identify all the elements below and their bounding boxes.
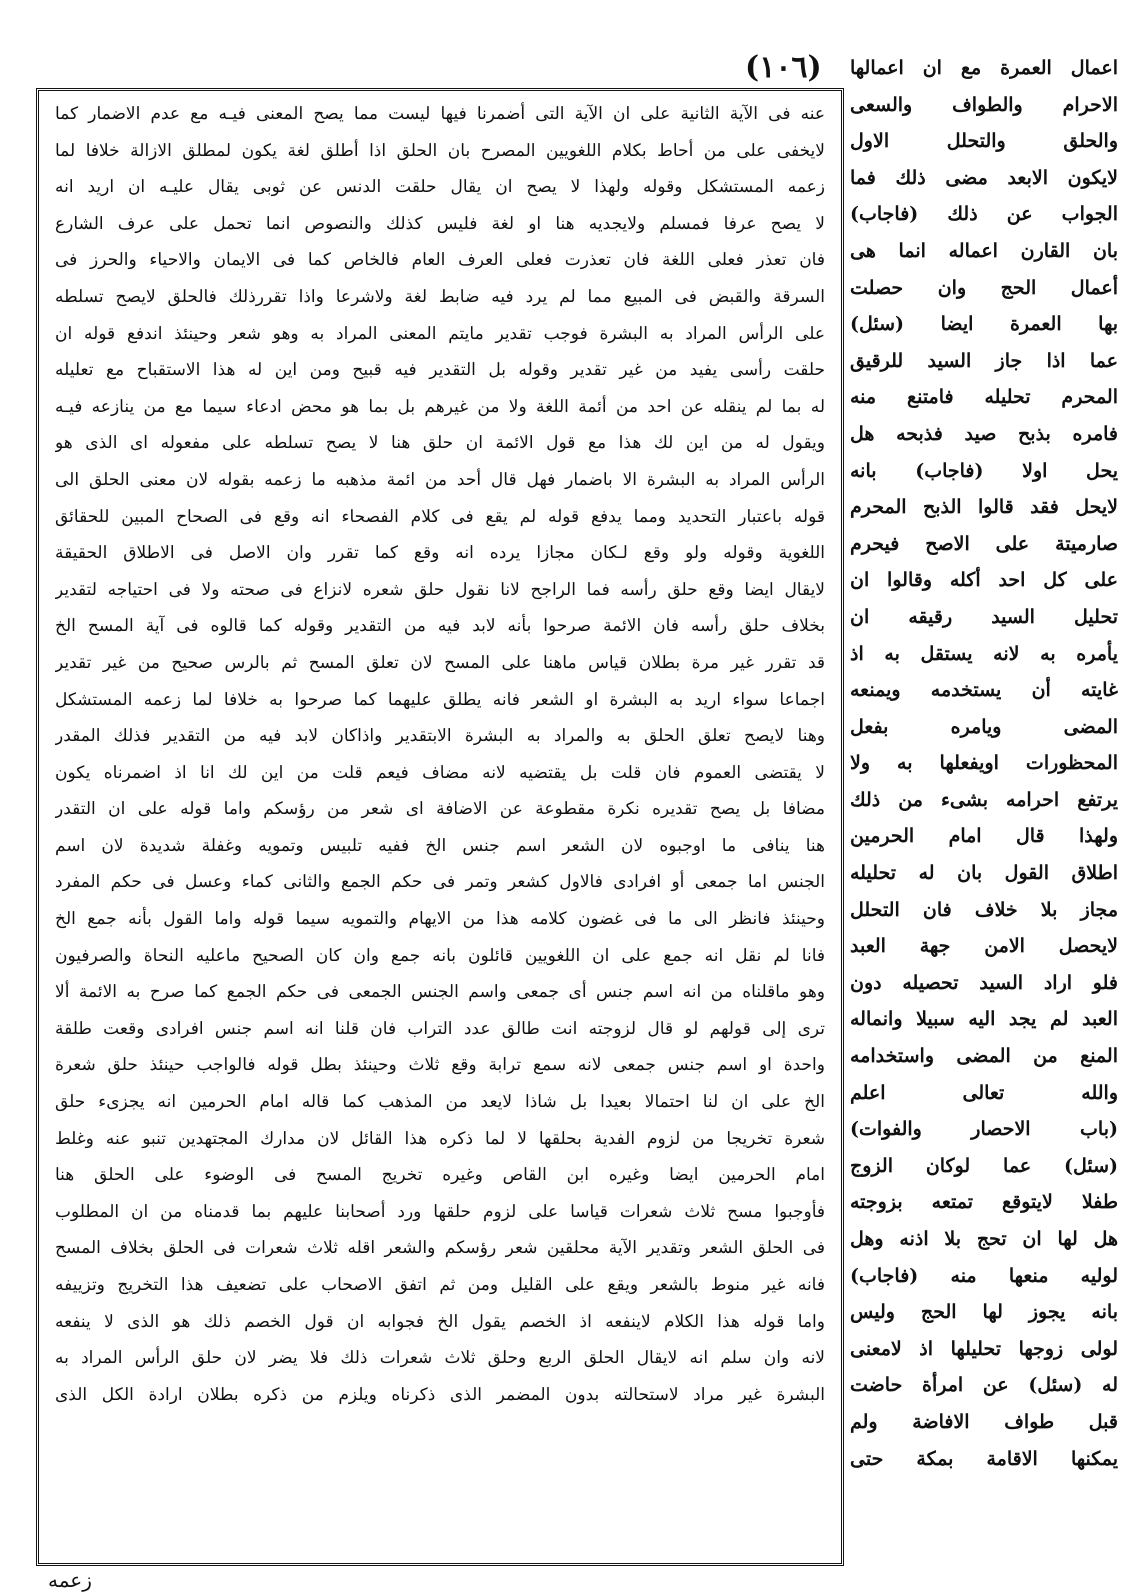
margin-text-line: عما اذا جاز السيد للرقيق [850, 349, 1118, 372]
margin-text-line: فلو اراد السيد تحصيله دون [850, 971, 1118, 994]
main-text [55, 96, 825, 1413]
margin-text-line: اطلاق القول بان له تحليله [850, 862, 1118, 885]
main-text-line: البشرة غير مراد لاستحالته بدون المضمر الذى ذكرناه ويلزم من ذكره بطلان ارادة الكل الذى [55, 1384, 825, 1405]
main-text-line: بخلاف حلق رأسه فان الائمة صرحوا بأنه لابد فيه من التقدير وقوله كما قالوه فى آية المسح الخ [55, 616, 825, 637]
margin-text-line: يحل اولا (فاجاب) بانه [850, 459, 1118, 482]
margin-text-line: صارميتة على الاصح فيحرم [850, 532, 1118, 555]
page-number: (١٠٦) [745, 50, 822, 85]
margin-text-line: (باب الاحصار والفوات) [850, 1118, 1118, 1141]
margin-text-line: على كل احد أكله وقالوا ان [850, 569, 1118, 592]
margin-text-line: المضى ويامره بفعل [850, 715, 1118, 738]
main-text-line: له بما لم ينقله عن احد من أئمة اللغة ولا من غيرهم بل بما هو محض ادعاء سيما مع من ينازعه فيـه [55, 396, 825, 417]
margin-text-line: المنع من المضى واستخدامه [850, 1045, 1118, 1068]
main-text-line: لا يصح عرفا فمسلم ولايجديه هنا او لغة فليس كذلك والنصوص انما تحمل على عرف الشارع [55, 213, 825, 234]
margin-text-line: هل لها ان تحج بلا اذنه وهل [850, 1228, 1118, 1250]
main-text-line: لايخفى على من أحاط بكلام اللغويين المصرح بان الحلق اذا أطلق لغة يكون لمطلق الازالة خلافا لما [55, 140, 825, 161]
main-text-line: اللغوية وقوله ولو وقع لـكان مجازا يرده انه وقع كما تقرر وان الاصل فى الاطلاق الحقيقة [55, 543, 825, 564]
margin-text-line: والله تعالى اعلم [850, 1081, 1118, 1104]
margin-text-line: بها العمرة ايضا (سئل) [850, 313, 1118, 336]
margin-text-line: العبد لم يجد اليه سبيلا وانماله [850, 1008, 1118, 1031]
margin-text-line: الجواب عن ذلك (فاجاب) [850, 203, 1118, 226]
margin-text-line: بانه يجوز لها الحج وليس [850, 1301, 1118, 1324]
margin-text-line: له (سئل) عن امرأة حاضت [850, 1374, 1118, 1397]
main-text-line: الخ على ان لنا احتمالا بعيدا بل شاذا لايعد من المذهب كما قاله امام الحرمين انه يجزىء حلق [55, 1092, 825, 1113]
margin-text-line: المحظورات اويفعلها به ولا [850, 752, 1118, 775]
main-text-line: فان تعذر فعلى اللغة فان تعذرت فعلى العرف العام فالخاص كما فى الايمان والاحياء والحرز فى [55, 250, 825, 271]
margin-text-line: يمكنها الاقامة بمكة حتى [850, 1447, 1118, 1470]
main-text-line: الجنس اما جمعى أو افرادى فالاول كشعر وتمر فى حكم الجمع والثانى كماء وعسل فى حكم المفرد [55, 872, 825, 893]
main-text-line: قد تقرر غير مرة بطلان قياس ماهنا على المسح لان تعلق المسح ثم بالرس صحيح من غير تقدير [55, 652, 825, 673]
main-text-line: حلقت رأسى يفيد من غير تقدير وقوله بل التقدير فيه قبيح ومن اين له هذا الاستقباح مع تعليله [55, 360, 825, 381]
main-text-line: ترى إلى قولهم لو قال لزوجته انت طالق عدد التراب فان قلنا انه اسم جنس افرادى وقعت طلقة [55, 1018, 825, 1039]
margin-text-line: قبل طواف الافاضة ولم [850, 1410, 1118, 1433]
main-text-line: فانه غير منوط بالشعر ويقع على القليل ومن ثم اتفق الاصحاب على تضعيف هذا التخريج وتزييفه [55, 1275, 825, 1295]
margin-commentary [850, 50, 1118, 1477]
catchword: زعمه [48, 1568, 92, 1592]
margin-text-line: لايحصل الامن جهة العبد [850, 935, 1118, 958]
main-text-line: لانه وان سلم انه لايقال الحلق الربع وحلق ثلاث شعرات ذلك فلا يضر لان حلق الرأس المراد به [55, 1348, 825, 1369]
main-text-line: فانا لم نقل انه جمع على ان اللغويين قائلون بانه جمع وان كان الصحيح ماعليه النحاة والصرفيون [55, 945, 825, 966]
main-text-line: واما قوله هذا الكلام لاينفعه اذ الخصم يقول الخ فجوابه ان قول الخصم ذلك هو الذى لا ينفعه [55, 1311, 825, 1332]
margin-text-line: والحلق والتحلل الاول [850, 130, 1118, 153]
main-text-line: قوله باعتبار التحديد ومما يدفع قوله لم يقع فى كلام الفصحاء انه وقع فى الصحاح المبين للحقائق [55, 506, 825, 527]
main-text-line: ويقول له من اين لك هذا مع قول الائمة ان حلق هنا لا يصح تسلطه على مفعوله اى الذى هو [55, 433, 825, 454]
margin-text-line: لايكون الابعد مضى ذلك فما [850, 166, 1118, 189]
margin-text-line: (سئل) عما لوكان الزوج [850, 1154, 1118, 1177]
margin-text-line: يرتفع احرامه بشىء من ذلك [850, 788, 1118, 811]
main-text-line: وحينئذ فانظر الى ما فى غضون كلامه هذا من الايهام والتمويه سيما قوله واما القول بأنه جمع الخ [55, 909, 825, 930]
margin-text-line: فامره بذبح صيد فذبحه هل [850, 422, 1118, 445]
main-text-line: فأوجبوا مسح ثلاث شعرات قياسا على لزوم حلقها ورد أصحابنا عليهم بما قدمناه من ان المطلوب [55, 1201, 825, 1222]
margin-text-line: اعمال العمرة مع ان اعمالها [850, 57, 1118, 79]
margin-text-line: لايحل فقد قالوا الذبح المحرم [850, 496, 1118, 519]
margin-text-line: بان القارن اعماله انما هى [850, 239, 1118, 262]
main-text-line: على الرأس المراد به البشرة فوجب تقدير مايتم المعنى المراد به وهو شعر وحينئذ اندفع قوله ان [55, 323, 825, 344]
main-text-line: وهو ماقلناه من انه اسم جنس أى جمعى واسم الجنس الجمعى فى حكم الجمع كما صرح به الائمة ألا [55, 982, 825, 1003]
margin-text-line: غايته أن يستخدمه ويمنعه [850, 679, 1118, 702]
main-text-line: وهنا لايصح تعلق الحلق به والمراد به البشرة الابتقدير واذاكان لابد فيه من التقدير فذلك المقدر [55, 726, 825, 747]
margin-text-line: تحليل السيد رقيقه ان [850, 605, 1118, 628]
margin-text-line: الاحرام والطواف والسعى [850, 93, 1118, 116]
main-text-line: عنه فى الآية الثانية على ان الآية التى أضمرنا فيها ليست مما يصح المعنى فيـه مع عدم الاضمار كما [55, 104, 825, 124]
main-text-line: هنا ينافى ما اوجبوه لان الشعر اسم جنس الخ ففيه تلبيس وتمويه وغفلة شديدة لان اسم [55, 835, 825, 856]
main-text-line: لا يقتضى العموم فان قلت بل يقتضيه لانه مضاف فيعم قلت من اين لك انا اذ اضمرناه يكون [55, 762, 825, 783]
margin-text-line: لوليه منعها منه (فاجاب) [850, 1264, 1118, 1287]
main-text-line: لايقال ايضا وقع حلق رأسه فما الراجح لانا نقول حلق شعره لانزاع فى صحته ولا فى احتياجه لتقدير [55, 579, 825, 600]
margin-text-line: يأمره به لانه يستقل به اذ [850, 642, 1118, 665]
main-text-line: اجماعا سواء اريد به البشرة او الشعر فانه يطلق عليهما كما صرحوا به خلافا لما زعمه المستشكل [55, 689, 825, 710]
margin-text-line: طفلا لايتوقع تمتعه بزوجته [850, 1191, 1118, 1214]
main-text-line: واحدة او اسم جنس جمعى لانه سمع ترابة وقع ثلاث وحينئذ بطل قوله فالواجب حينئذ حلق شعرة [55, 1055, 825, 1076]
main-text-line: شعرة تخريجا من لزوم الفدية بحلقها لا لما ذكره هذا القائل لان مدارك المجتهدين تنبو عنه وغلط [55, 1128, 825, 1149]
margin-text-line: مجاز بلا خلاف فان التحلل [850, 898, 1118, 921]
main-text-line: الرأس المراد به البشرة الا باضمار فهل قال أحد من ائمة مذهبه ما زعمه بقوله لان معنى الحلق الى [55, 469, 825, 490]
main-text-line: السرقة والقبض فى المبيع مما لم يرد فيه ضابط لغة ولاشرعا واذا تقررذلك فالحلق لايصح تسلطه [55, 286, 825, 307]
main-text-line: مضافا بل يصح تقديره نكرة مقطوعة عن الاضافة اى شعر من رؤسكم واما قوله على ان التقدر [55, 799, 825, 820]
main-text-line: زعمه المستشكل وقوله ولهذا لا يصح ان يقال حلقت الدنس عن ثوبى يقال عليـه ان اريد انه [55, 177, 825, 198]
main-text-line: امام الحرمين ايضا وغيره ابن القاص وغيره تخريج المسح فى الوضوء على الحلق هنا [55, 1165, 825, 1186]
margin-text-line: لولى زوجها تحليلها اذ لامعنى [850, 1337, 1118, 1360]
margin-text-line: أعمال الحج وان حصلت [850, 276, 1118, 299]
main-text-line: فى الحلق الشعر وتقدير الآية محلقين شعر رؤسكم والشعر اقله ثلاث شعرات فى الحلق بخلاف المسح [55, 1238, 825, 1259]
margin-text-line: ولهذا قال امام الحرمين [850, 825, 1118, 848]
margin-text-line: المحرم تحليله فامتنع منه [850, 386, 1118, 409]
